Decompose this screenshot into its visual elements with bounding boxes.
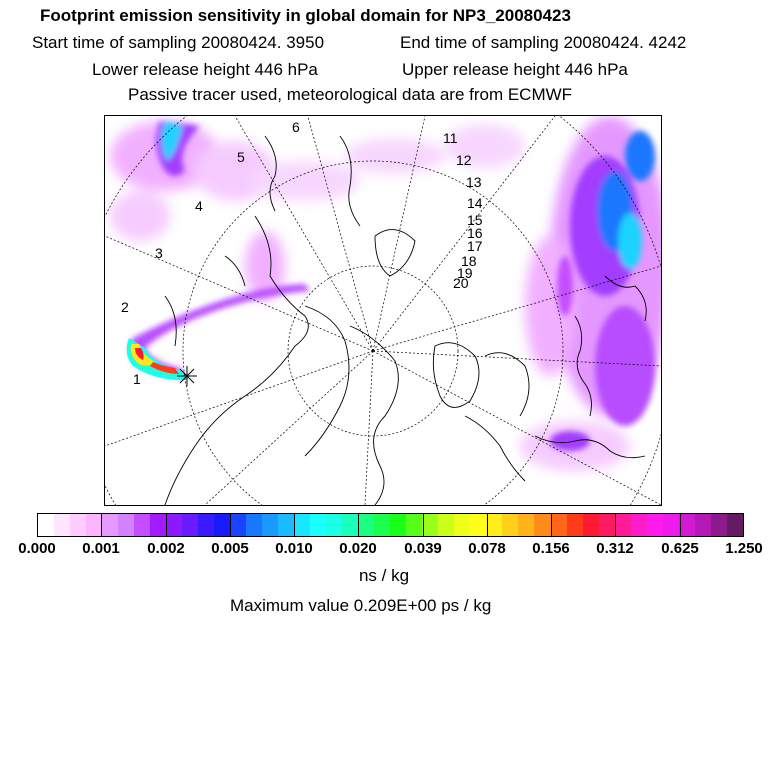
color-scale-label: 0.156: [532, 540, 570, 557]
color-scale-label: 0.039: [404, 540, 442, 557]
color-scale-cell: [118, 514, 134, 536]
upper-height-text: Upper release height 446 hPa: [402, 60, 628, 79]
color-scale-cell: [278, 514, 294, 536]
sensitivity-field: [110, 116, 661, 471]
color-scale-label: 0.005: [211, 540, 249, 557]
color-scale-label: 0.078: [468, 540, 506, 557]
color-scale-cell: [294, 514, 310, 536]
color-scale-cell: [214, 514, 230, 536]
color-scale-cell: [134, 514, 150, 536]
color-scale-cell: [454, 514, 470, 536]
color-scale-cell: [166, 514, 182, 536]
color-scale-cell: [727, 514, 743, 536]
color-scale-tick: [166, 513, 167, 537]
polar-map: [104, 115, 662, 506]
lower-height-text: Lower release height 446 hPa: [92, 60, 318, 79]
color-scale-label: 0.001: [82, 540, 120, 557]
color-scale-cell: [502, 514, 518, 536]
color-scale-cell: [182, 514, 198, 536]
color-scale-tick: [423, 513, 424, 537]
day-marker: 16: [467, 225, 483, 241]
color-scale-cell: [551, 514, 567, 536]
color-scale-cell: [599, 514, 615, 536]
map-canvas: [105, 116, 661, 505]
color-scale-cell: [102, 514, 118, 536]
day-marker: 13: [466, 174, 482, 190]
color-scale-tick: [101, 513, 102, 537]
day-marker: 1: [133, 371, 141, 387]
day-marker: 17: [467, 238, 483, 254]
color-scale-tick: [615, 513, 616, 537]
color-scale-cell: [86, 514, 102, 536]
day-marker: 19: [457, 265, 473, 281]
color-scale-cell: [695, 514, 711, 536]
color-scale-cell: [342, 514, 358, 536]
start-time-text: Start time of sampling 20080424. 3950: [32, 33, 325, 52]
color-scale-cell: [246, 514, 262, 536]
color-scale-cell: [647, 514, 663, 536]
color-scale-cell: [438, 514, 454, 536]
day-marker: 12: [456, 152, 472, 168]
color-scale-tick: [358, 513, 359, 537]
color-scale-label: 0.002: [147, 540, 185, 557]
color-scale-label: 0.010: [275, 540, 313, 557]
color-scale-label: 0.625: [661, 540, 699, 557]
color-scale-cell: [470, 514, 486, 536]
color-scale-cell: [486, 514, 502, 536]
color-scale-tick: [230, 513, 231, 537]
day-marker: 15: [467, 212, 483, 228]
color-scale-tick: [487, 513, 488, 537]
color-scale-cell: [310, 514, 326, 536]
color-scale-cell: [583, 514, 599, 536]
asterisk-icon: [177, 366, 197, 386]
color-scale-tick: [294, 513, 295, 537]
day-marker: 2: [121, 299, 129, 315]
color-scale-cell: [534, 514, 550, 536]
units-label: ns / kg: [358, 566, 410, 585]
color-scale-cell: [518, 514, 534, 536]
color-scale-cell: [631, 514, 647, 536]
color-scale-cell: [358, 514, 374, 536]
color-scale-cell: [390, 514, 406, 536]
color-scale-label: 0.312: [596, 540, 634, 557]
color-scale-cell: [406, 514, 422, 536]
color-scale-cell: [38, 514, 54, 536]
end-time-text: End time of sampling 20080424. 4242: [400, 33, 687, 52]
color-scale-cell: [567, 514, 583, 536]
color-scale-cell: [230, 514, 246, 536]
day-marker: 11: [443, 130, 458, 146]
color-scale-label: 0.000: [18, 540, 56, 557]
color-scale-cell: [679, 514, 695, 536]
day-marker: 20: [453, 275, 469, 291]
color-scale-cell: [615, 514, 631, 536]
color-scale-cell: [711, 514, 727, 536]
color-scale-bar: [37, 513, 744, 537]
color-scale-cell: [54, 514, 70, 536]
color-scale-tick: [551, 513, 552, 537]
color-scale-cell: [70, 514, 86, 536]
day-marker: 6: [292, 119, 300, 135]
maximum-value-text: Maximum value 0.209E+00 ps / kg: [230, 596, 492, 615]
color-scale-cell: [326, 514, 342, 536]
map-title: Footprint emission sensitivity in global domain for NP3_20080423: [40, 6, 571, 25]
day-marker: 4: [195, 198, 203, 214]
color-scale-label: 1.250: [725, 540, 763, 557]
color-scale-tick: [680, 513, 681, 537]
tracer-info-text: Passive tracer used, meteorological data are from ECMWF: [128, 85, 573, 104]
color-scale-cell: [422, 514, 438, 536]
day-marker: 5: [237, 149, 245, 165]
day-marker: 3: [155, 245, 163, 261]
color-scale-label: 0.020: [339, 540, 377, 557]
color-scale-cell: [262, 514, 278, 536]
color-scale-cell: [663, 514, 679, 536]
color-scale-cell: [150, 514, 166, 536]
color-scale-cell: [198, 514, 214, 536]
day-marker: 18: [461, 253, 477, 269]
color-scale-cell: [374, 514, 390, 536]
day-marker: 14: [467, 195, 483, 211]
